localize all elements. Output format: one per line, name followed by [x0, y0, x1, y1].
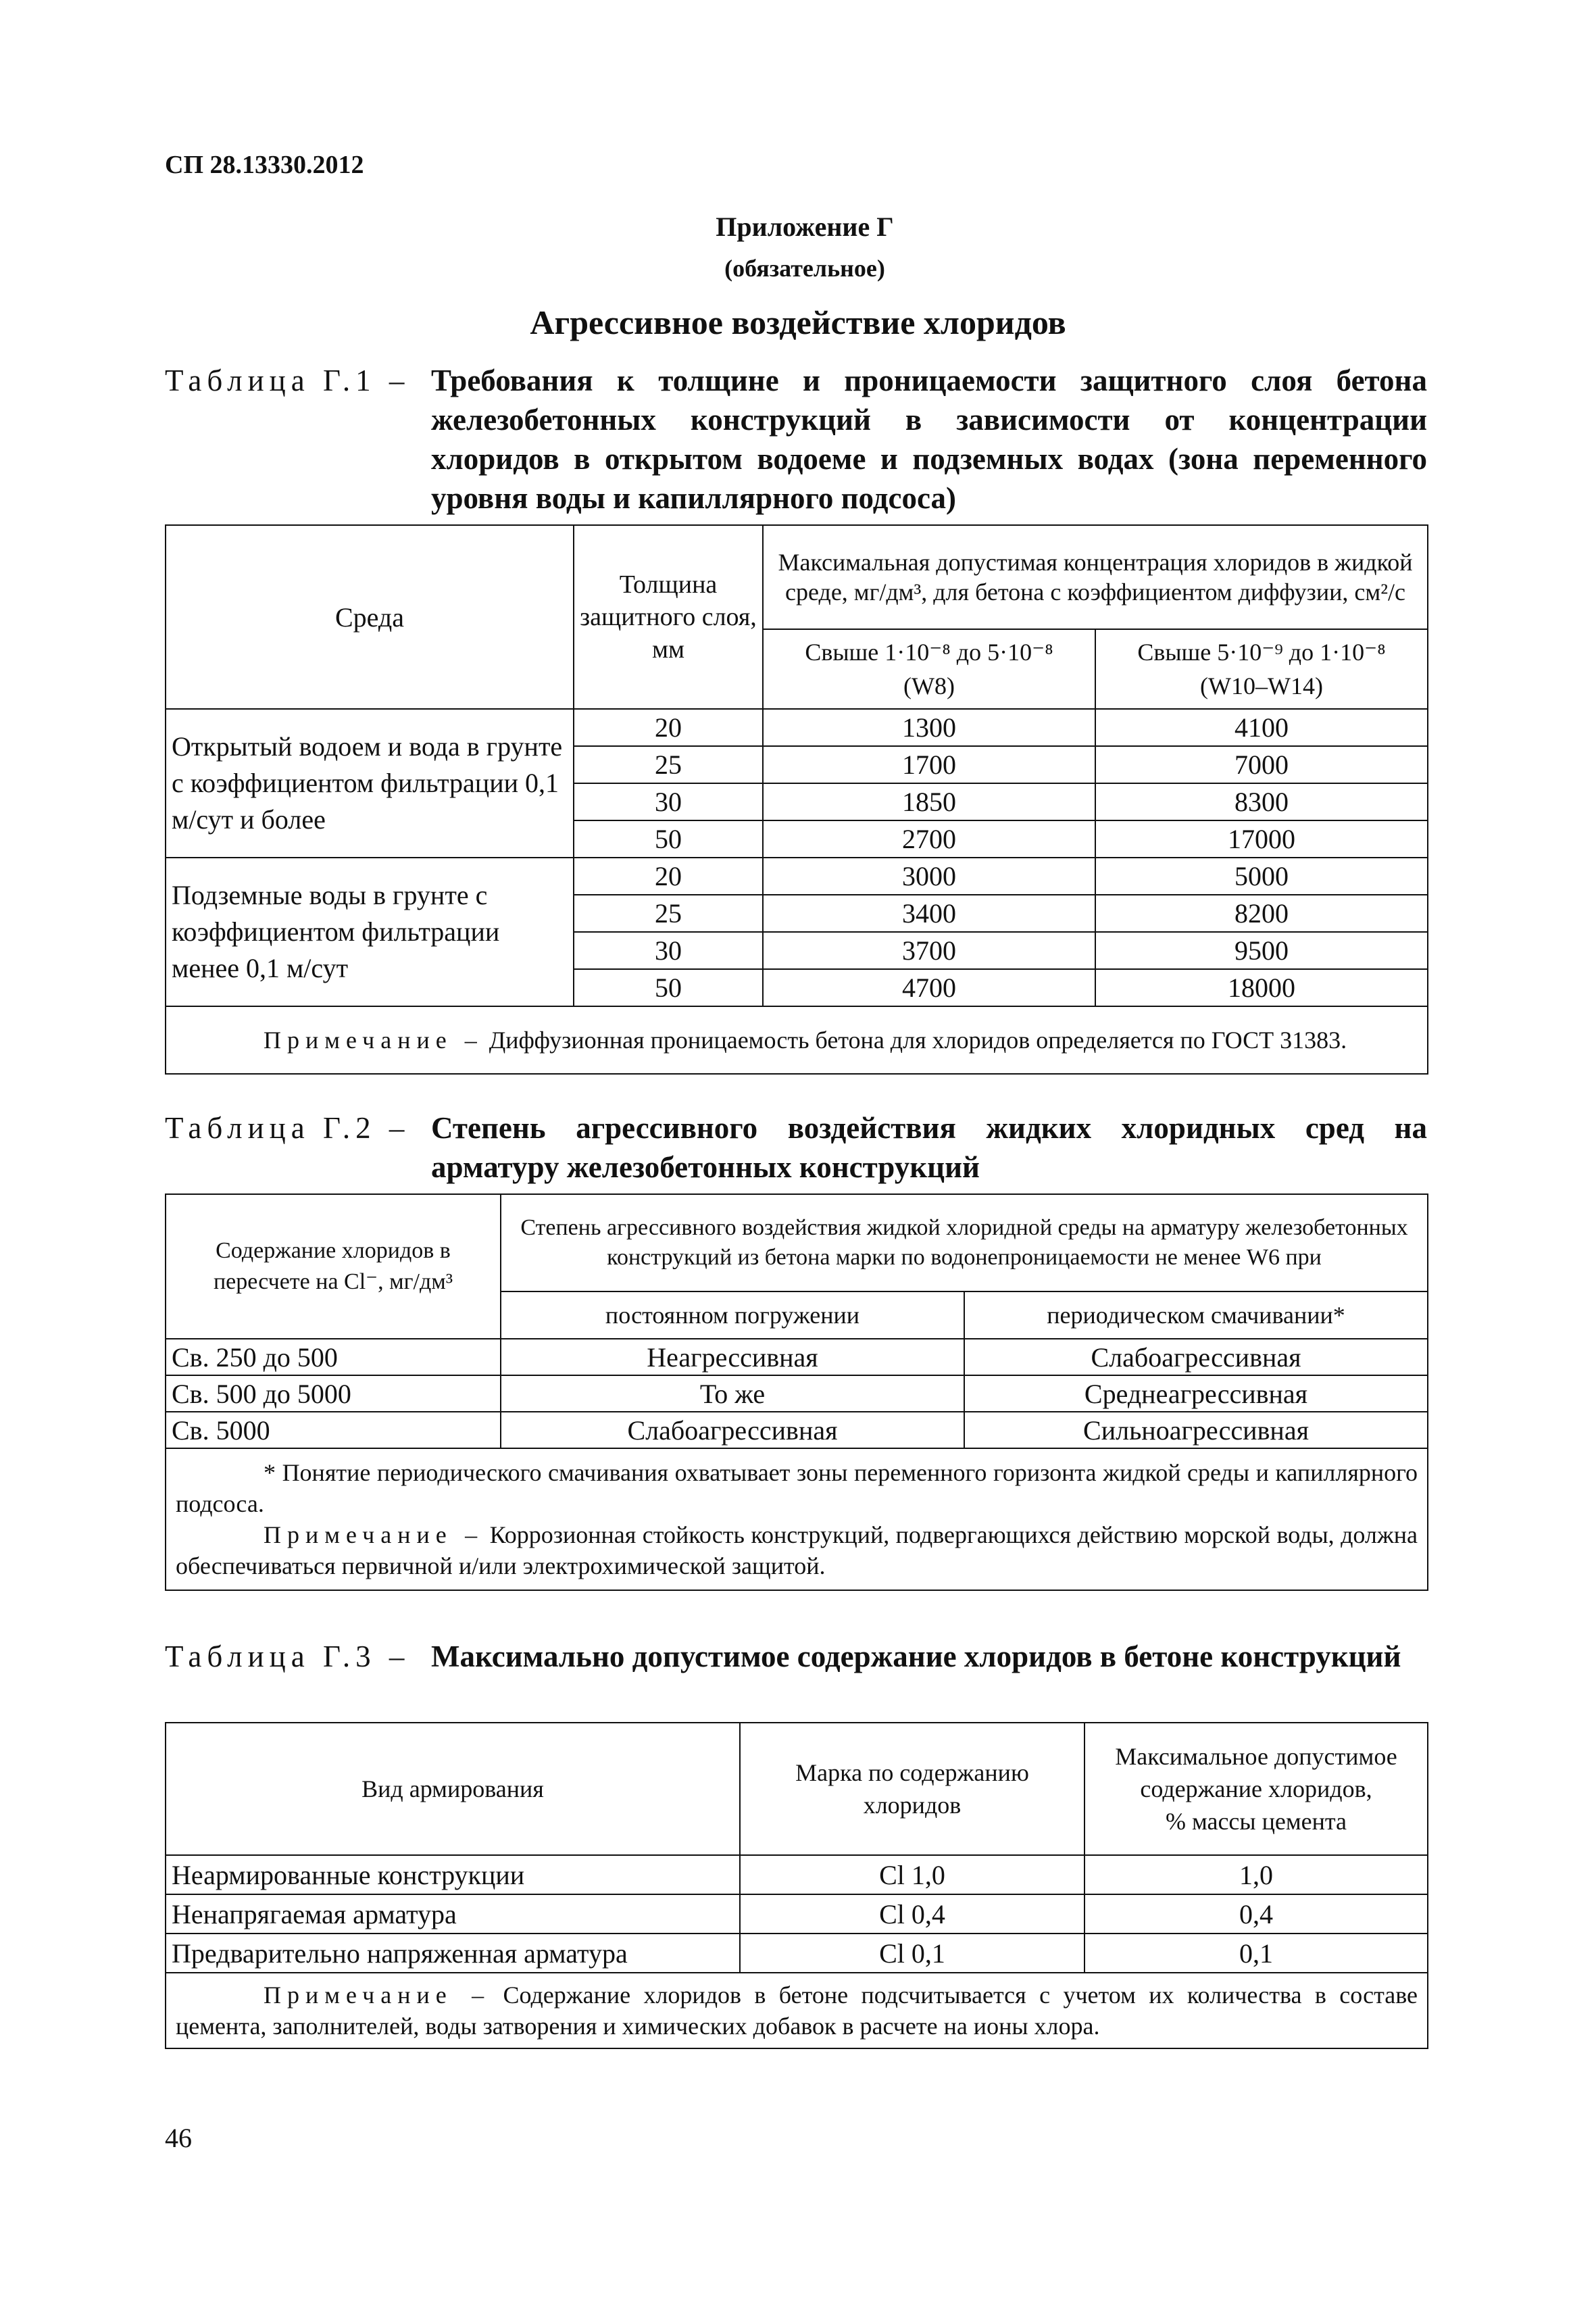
table1-caption: [0, 361, 1596, 523]
table3: [165, 1722, 1428, 2049]
table3-header-max-unit: % массы цемента: [1165, 1808, 1347, 1835]
table-cell: Слабоагрессивная: [501, 1412, 964, 1448]
table1-subheader-2-mark: (W10–W14): [1200, 672, 1323, 699]
table2-note-label: Примечание –: [264, 1521, 484, 1548]
table-cell: 0,4: [1084, 1894, 1428, 1934]
table-cell: Предварительно напряженная арматура: [166, 1934, 740, 1973]
table-cell: 25: [574, 895, 763, 932]
table1-subheader-1-range: Свыше 1·10⁻⁸ до 5·10⁻⁸: [805, 639, 1053, 666]
table-cell: 1850: [763, 783, 1095, 820]
table-cell: 7000: [1095, 746, 1428, 783]
table3-caption-title: Максимально допустимое содержание хлоридов в бетоне конструкций: [431, 1640, 1401, 1673]
table-cell: 3000: [763, 858, 1095, 895]
table-cell: 30: [574, 783, 763, 820]
appendix-status: (обязательное): [724, 255, 885, 282]
table1-note-label: Примечание –: [264, 1027, 483, 1054]
table2-header-degree: Степень агрессивного воздействия жидкой хлоридной среды на арматуру железобетонных конструкций из бетона марки по водонепроницаемости не менее W6 при: [501, 1194, 1428, 1291]
table2-caption-label: Таблица Г.2 –: [165, 1111, 410, 1145]
table-cell: Cl 0,4: [740, 1894, 1084, 1934]
table2-subheader-2: периодическом смачивании*: [964, 1291, 1428, 1339]
table3-caption-label: Таблица Г.3 –: [165, 1640, 410, 1673]
table3-header-type: Вид армирования: [166, 1723, 740, 1855]
table2-caption: [0, 1108, 1596, 1189]
table-cell: 4700: [763, 969, 1095, 1006]
table1-header-env: Среда: [166, 525, 574, 709]
table1-header-max-conc: Максимальная допустимая концентрация хлоридов в жидкой среде, мг/дм³, для бетона с коэффициентом диффузии, см²/с: [763, 525, 1428, 629]
table-cell: 5000: [1095, 858, 1428, 895]
table-cell: Неагрессивная: [501, 1339, 964, 1375]
table-cell: Св. 5000: [166, 1412, 501, 1448]
table-cell: Неармированные конструкции: [166, 1855, 740, 1894]
table1-note-text: Диффузионная проницаемость бетона для хлоридов определяется по ГОСТ 31383.: [489, 1027, 1347, 1054]
table-cell: 3700: [763, 932, 1095, 969]
table3-caption: [0, 1637, 1596, 1718]
table2-footnote: [176, 1457, 1418, 1519]
table-cell: То же: [501, 1375, 964, 1412]
section-title: Агрессивное воздействие хлоридов: [530, 303, 1066, 341]
table-cell: 0,1: [1084, 1934, 1428, 1973]
table-cell: 1,0: [1084, 1855, 1428, 1894]
table1-caption-title: Требования к толщине и проницаемости защитного слоя бетона железобетонных конструкций в зависимости от концентрации хлоридов в открытом водоеме и подземных водах (зона переменного уровня воды и капиллярного подсоса): [431, 364, 1427, 515]
table-cell: 2700: [763, 820, 1095, 858]
table-cell: Cl 0,1: [740, 1934, 1084, 1973]
table1-note: [166, 1006, 1428, 1074]
table3-note-label: Примечание –: [264, 1981, 491, 2009]
table-cell: Ненапрягаемая арматура: [166, 1894, 740, 1934]
table-cell: 1300: [763, 709, 1095, 746]
table2-footnote-text: * Понятие периодического смачивания охватывает зоны переменного горизонта жидкой среды и капиллярного подсоса.: [176, 1459, 1418, 1517]
table1-header-thickness: Толщина защитного слоя, мм: [574, 525, 763, 709]
table-cell: 3400: [763, 895, 1095, 932]
table-cell: 30: [574, 932, 763, 969]
table-cell: 8200: [1095, 895, 1428, 932]
table-cell: 17000: [1095, 820, 1428, 858]
table-cell: Слабоагрессивная: [964, 1339, 1428, 1375]
table-cell: 50: [574, 820, 763, 858]
table2-header-content: Содержание хлоридов в пересчете на Cl⁻, мг/дм³: [166, 1194, 501, 1339]
table1: [165, 524, 1428, 1075]
table3-note-text: Содержание хлоридов в бетоне подсчитывается с учетом их количества в составе цемента, заполнителей, воды затворения и химических добавок в расчете на ионы хлора.: [176, 1981, 1418, 2040]
table2: [165, 1193, 1428, 1591]
table1-subheader-1-mark: (W8): [903, 672, 955, 699]
table1-subheader-1: [763, 629, 1095, 709]
table1-subheader-2: [1095, 629, 1428, 709]
table1-env-1: Открытый водоем и вода в грунте с коэффициентом фильтрации 0,1 м/сут и более: [166, 709, 574, 858]
table-cell: 1700: [763, 746, 1095, 783]
table3-header-max-text: Максимальное допустимое содержание хлоридов,: [1115, 1743, 1397, 1802]
table-cell: 8300: [1095, 783, 1428, 820]
table1-env-2: Подземные воды в грунте с коэффициентом фильтрации менее 0,1 м/сут: [166, 858, 574, 1006]
table-cell: 20: [574, 709, 763, 746]
appendix-title: Приложение Г: [716, 212, 894, 242]
table1-subheader-2-range: Свыше 5·10⁻⁹ до 1·10⁻⁸: [1137, 639, 1386, 666]
table-cell: Cl 1,0: [740, 1855, 1084, 1894]
table-cell: Среднеагрессивная: [964, 1375, 1428, 1412]
table3-note: [166, 1973, 1428, 2048]
table-cell: 18000: [1095, 969, 1428, 1006]
document-code: СП 28.13330.2012: [165, 151, 364, 179]
table2-caption-title: Степень агрессивного воздействия жидких хлоридных сред на арматуру железобетонных конструкций: [431, 1111, 1427, 1184]
table-cell: Сильноагрессивная: [964, 1412, 1428, 1448]
table-cell: 9500: [1095, 932, 1428, 969]
table-cell: 25: [574, 746, 763, 783]
table3-header-mark: Марка по содержанию хлоридов: [740, 1723, 1084, 1855]
table2-notes: [166, 1448, 1428, 1590]
table2-note-text: Коррозионная стойкость конструкций, подвергающихся действию морской воды, должна обеспечиваться первичной и/или электрохимической защитой.: [176, 1521, 1418, 1579]
page-number: 46: [165, 2123, 192, 2153]
table-cell: 4100: [1095, 709, 1428, 746]
table1-caption-label: Таблица Г.1 –: [165, 364, 410, 397]
table2-subheader-1: постоянном погружении: [501, 1291, 964, 1339]
table3-header-max: [1084, 1723, 1428, 1855]
table-cell: 20: [574, 858, 763, 895]
table-cell: 50: [574, 969, 763, 1006]
table-cell: Св. 500 до 5000: [166, 1375, 501, 1412]
table-cell: Св. 250 до 500: [166, 1339, 501, 1375]
table2-note: [176, 1519, 1418, 1581]
